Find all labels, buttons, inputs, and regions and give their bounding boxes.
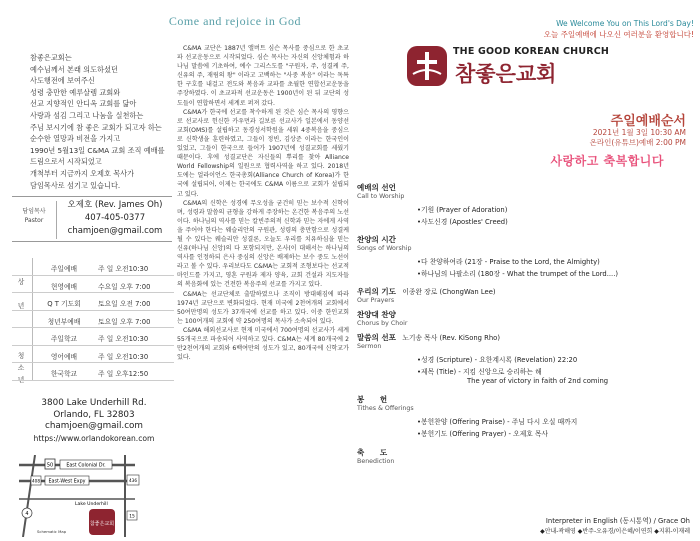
address-city: Orlando, FL 32803	[53, 409, 135, 420]
service-title: 주일예배순서	[610, 114, 686, 129]
section-title-ko: 찬양의 시간	[357, 235, 396, 244]
interpreter-credit: Interpreter in English (동시통역) / Grace Oh	[545, 517, 690, 525]
address-website[interactable]: https://www.orlandokorean.com	[33, 433, 155, 443]
schedule-time: 주 일 오전10:30	[98, 335, 149, 343]
schedule-time: 주 일 오전10:30	[98, 265, 149, 273]
right-column	[355, 0, 700, 541]
church-marker-label: 참좋은교회	[89, 521, 115, 527]
left-column	[0, 0, 175, 541]
order-item: •사도신경 (Apostles' Creed)	[417, 218, 508, 226]
schedule-row	[12, 311, 174, 329]
section-title-en: Benediction	[357, 458, 395, 465]
mission-line: 성령 충만한 예루살렘 교회와	[30, 87, 121, 97]
mission-statement	[30, 52, 170, 191]
schedule-name: 한국학교	[50, 370, 78, 378]
mission-line: 담임목사로 섬기고 있습니다.	[30, 180, 121, 190]
pastor-name: 오제호 (Rev. James Oh)	[67, 200, 163, 210]
mission-line: 선교 지향적인 안디옥 교회를 닮아	[30, 99, 137, 109]
schedule-row	[12, 363, 174, 381]
church-name-en: THE GOOD KOREAN CHURCH	[453, 46, 610, 57]
schedule-group-adult: 상 년	[17, 278, 25, 310]
section-title-en: Tithes & Offerings	[357, 405, 414, 412]
order-item: •봉헌기도 (Offering Prayer) - 오제호 목사	[417, 430, 549, 438]
page-banner: Come and rejoice in God	[168, 14, 302, 28]
schedule-name: 주일학교	[50, 335, 78, 343]
mission-line: 개척부터 지금까지 오제호 목사가	[30, 168, 135, 178]
hw50-label: 50	[46, 462, 54, 469]
road3-label: Lake Underhill	[75, 502, 108, 507]
church-address	[14, 398, 174, 444]
road1-label: East Colonial Dr.	[66, 463, 106, 469]
order-item: •하나님의 나팔소리 (180장 - What the trumpet of the Lord....)	[417, 270, 618, 278]
address-email[interactable]: chamjoen@gmail.com	[45, 421, 143, 431]
section-call-to-worship	[357, 182, 404, 200]
road2-label: East-West Expy	[48, 479, 86, 485]
map-caption: Schematic Map	[37, 529, 67, 534]
schedule-row	[12, 328, 174, 346]
section-songs	[357, 234, 412, 252]
preacher: 노기송 목사 (Rev. KiSong Rho)	[402, 334, 500, 342]
pastor-divider	[56, 201, 57, 239]
mission-line: 드림으로서 시작되었고	[30, 157, 102, 167]
order-item: •성경 (Scripture) - 요한계시록 (Revelation) 22:20	[417, 356, 578, 364]
mission-line: 주님 보시기에 참 좋은 교회가 되고자 하는	[30, 122, 162, 132]
address-street: 3800 Lake Underhill Rd.	[41, 398, 147, 408]
prayer-leader: 이종완 장로 (ChongWan Lee)	[402, 288, 496, 296]
mission-line: 참좋은교회는	[30, 53, 72, 62]
schedule-row	[12, 346, 174, 364]
welcome-en: We Welcome You on This Lord's Day!	[556, 19, 694, 28]
history-paragraph: C&MA의 신학은 성경에 무오성을 굳건히 믿는 보수적 신학이며, 성령과 말씀의 균형을 강하게 주장하는 온건한 복음주의 노선이다. 하나님의 역사를 믿는 칼빈주의적 신학과 믿는 자에게 사역을 주어야 한다는 웨슬리안의 구원관, 성령의 충만함으로 성결케 될 수 있다는 웨슬리안 성결론, 오늘도 우리를 치유하심을 믿는 신유(하나님 신앙)의 다 포함되지만, 온사(이 대해서는 하나님의 역사를 인정하되 은사 중심의 신앙은 배제하는 보수 중도 노선이라고 볼 수 있다. 우리보다도 C&MA는 교회적 조형보다는 선교적 마인드를 가지고, 영혼 구원과 제자 양육, 교회 건설과 지도자들의 복음화에 있는 건전한 복음주의 선교를 가지고 있다.	[177, 199, 349, 289]
order-item: •기원 (Prayer of Adoration)	[417, 206, 508, 214]
section-title-ko: 축 도	[357, 448, 388, 457]
order-item: The year of victory in faith of 2nd coming	[467, 377, 609, 385]
section-choir	[357, 309, 407, 327]
section-title-ko: 우리의 기도	[357, 287, 396, 296]
schedule-name: Q T 기도회	[47, 300, 81, 308]
mission-line: 예수님께서 본래 의도하셨던	[30, 64, 118, 74]
schedule-time: 토요일 오후 7:00	[98, 317, 151, 326]
hw408-label: 408	[32, 478, 40, 484]
welcome-ko: 오늘 주일예배에 나오신 여러분을 환영합니다!	[543, 30, 694, 39]
service-date: 2021년 1월 3일 10:30 AM	[592, 128, 686, 137]
hw436-label: 436	[129, 478, 137, 483]
pastor-label	[16, 207, 52, 225]
mission-line: 사랑과 섬김 그리고 나눔을 실천하는	[30, 110, 144, 120]
mission-line: 순수한 열망과 비전을 가지고	[30, 134, 121, 144]
schedule-row	[12, 276, 174, 294]
history-text	[177, 44, 349, 541]
hw15-label: 15	[129, 514, 135, 520]
mission-line: 1990년 5월13일 C&MA 교회 조직 예배를	[30, 145, 165, 155]
schedule-name: 주일예배	[50, 265, 78, 273]
schedule-time: 주 일 오전10:30	[98, 352, 149, 361]
schedule-name: 현영예배	[50, 282, 78, 291]
pastor-phone: 407-405-0377	[84, 213, 146, 223]
volunteer-credits: ◆안내-곽해영 ◆반주-오유경/이은혜/이연희 ◆지휘-이재레	[540, 528, 690, 535]
section-title-ko: 말씀의 선포	[357, 333, 396, 342]
schedule-name: 영어예배	[50, 352, 78, 361]
pastor-info	[60, 199, 170, 238]
schedule-time: 주 일 오후12:50	[98, 370, 149, 378]
church-logo-icon	[405, 44, 449, 88]
schedule-name: 청년부예배	[47, 317, 81, 326]
pastor-label-ko: 담임목사	[22, 208, 46, 215]
schedule-row	[12, 258, 174, 276]
section-title-en: Songs of Worship	[357, 245, 412, 252]
church-logo-area	[405, 40, 695, 90]
history-paragraph: C&MA 교단은 1887년 앨버트 심슨 목사를 중심으로 한 초교파 선교운동으로 시작되었다. 심슨 목사는 자신의 신앙체험과 하나님 말씀에 기초하여, 예수 그리스도를 "구원자, 주, 성결케 주, 신유의 주, 재림의 왕" 이라고 고백하는 "사중 복음" 이라는 독특한 구호를 내걸고 전도와 복음과 교파를 초월한 연합선교운동을 주장하였다. 이 초교파적 선교운동은 1900년이 된 뒤 교단의 성도들이 연합하면서 세계로 퍼져 갔다.	[177, 45, 349, 107]
welcome-message	[544, 18, 694, 40]
schedule-time: 수요일 오후 7:00	[98, 282, 151, 291]
section-offerings	[357, 394, 414, 412]
section-title-ko: 봉 헌	[357, 395, 388, 404]
history-paragraph: C&MA가 한국에 선교를 착수하게 된 것은 심슨 목사의 영향으로 선교사로 헌신한 카우먼과 길보른 선교사가 일본에서 동양선교회(OMS)를 설립하고 동경성서학원을 세워 4중복음을 중심으로 신학생을 훈련하였고, 그들이 정빈, 김상준 이라는 한국인이 있었고, 그들이 한국으로 들어가 1907년에 성결교회를 세웠기 때문이다. 후에 성결교단은 자신들의 뿌리를 찾아 Alliance World Fellowship의 일원으로 협력사역을 하고 있다. 2018년도에는 얼라이언스 한국총회(Alliance Church of Korea)가 한국에 설립되어, 이제는 한국에도 C&MA 이름으로 교회가 설립되고 있다.	[177, 108, 349, 198]
pastor-label-en: Pastor	[24, 217, 44, 224]
greeting-text: 사랑하고 축복합니다	[550, 154, 664, 168]
service-online: 온라인(유튜브)예배 2:00 PM	[589, 138, 686, 147]
schedule-group-youth: 청 소 년	[17, 352, 25, 384]
section-title-en: Sermon	[357, 343, 382, 350]
section-title-en: Chorus by Choir	[357, 320, 408, 327]
hw4-label: 4	[25, 511, 29, 517]
history-paragraph: C&MA는 선교단체로 출발하였으나 조직이 방대해짐에 따라 1974년 교단으로 변화되었다. 현재 미국에 2천여개의 교회에서 50여만명의 성도가 37개국에 선교를 하고 있다. 이중 한인교회는 100여개의 교회에 약 250여명의 목사가 소속되어 있다.	[177, 290, 349, 325]
schedule-time: 토요일 오전 7:00	[98, 300, 151, 308]
section-benediction	[357, 447, 394, 465]
order-item: •다 찬양하여라 (21장 - Praise to the Lord, the Almighty)	[417, 258, 600, 266]
section-title-en: Our Prayers	[357, 297, 395, 304]
section-title-en: Call to Worship	[357, 193, 405, 200]
section-title-ko: 예배의 선언	[357, 183, 396, 192]
order-item: •제목 (Title) - 지킴 신앙으로 승리하는 해	[417, 368, 542, 376]
section-title-ko: 찬양대 찬양	[357, 310, 396, 319]
schedule-table	[12, 258, 174, 384]
pastor-email[interactable]: chamjoen@gmail.com	[67, 226, 163, 236]
schematic-map	[15, 455, 155, 537]
order-item: •봉헌찬양 (Offering Praise) - 주님 다시 오실 때까지	[417, 418, 578, 426]
schedule-row	[12, 293, 174, 311]
pastor-box	[12, 196, 172, 242]
section-sermon	[357, 332, 500, 350]
service-date-block	[590, 128, 686, 148]
section-prayers	[357, 286, 496, 304]
church-name-ko: 참좋은교회	[455, 62, 557, 86]
mission-line: 사도행전에 보여주신	[30, 76, 95, 86]
history-paragraph: C&MA 해외선교사로 현재 미국에서 700여명의 선교사가 세계 55개국으로 파송되어 사역하고 있다. C&MA는 세계 80개국에 2만2천여개의 교회와 6백여만의 성도가 있고, 80개국에 신학교가 있다.	[177, 326, 349, 362]
